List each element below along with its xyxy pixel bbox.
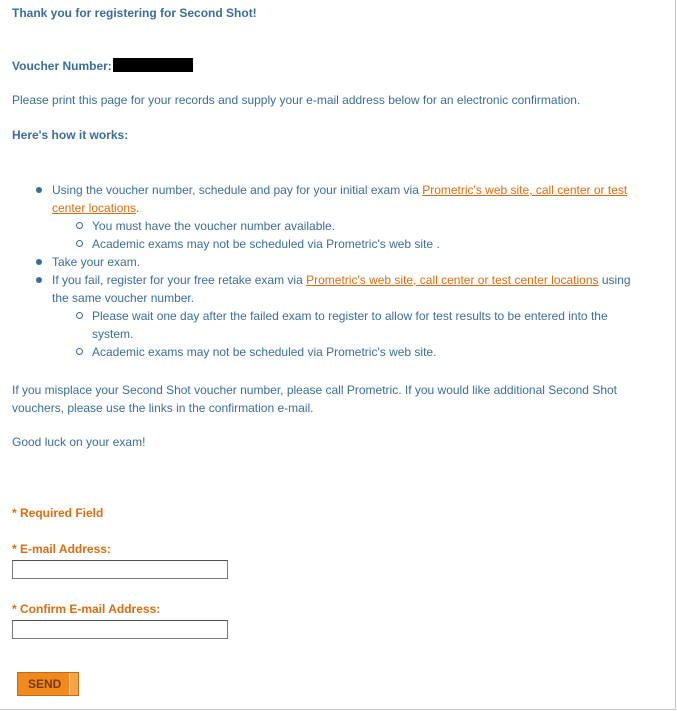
voucher-number xyxy=(12,58,193,73)
step-schedule-text: Using the voucher number, schedule and pay for your initial exam via xyxy=(52,183,423,197)
confirm-email-label: * Confirm E-mail Address: xyxy=(12,602,161,616)
sub-item-academic-note-2: Academic exams may not be scheduled via Prometric's web site. xyxy=(52,343,650,361)
print-instructions: Please print this page for your records and supply your e-mail address below for an electronic confirmation. xyxy=(12,93,581,107)
how-it-works-heading: Here's how it works: xyxy=(12,128,129,142)
sub-item-wait-one-day: Please wait one day after the failed exam to register to allow for test results to be entered into the system. xyxy=(52,307,650,343)
voucher-redacted-value xyxy=(113,58,193,72)
step-retake-sublist xyxy=(52,307,650,361)
prometric-link-retake[interactable]: Prometric's web site, call center or test center locations xyxy=(306,273,599,287)
confirm-email-input[interactable] xyxy=(12,620,228,639)
steps-list xyxy=(0,181,650,361)
sub-item-voucher-available: You must have the voucher number available. xyxy=(52,217,650,235)
step-schedule xyxy=(0,181,650,253)
page-title: Thank you for registering for Second Shot! xyxy=(12,6,257,20)
send-button[interactable]: SEND xyxy=(17,672,79,696)
email-input[interactable] xyxy=(12,560,228,579)
step-schedule-end: . xyxy=(136,201,140,215)
misplace-note: If you misplace your Second Shot voucher number, please call Prometric. If you would like additional Second Shot vouchers, please use the links in the confirmation e-mail. xyxy=(12,383,617,415)
email-label: * E-mail Address: xyxy=(12,542,111,556)
step-retake-end: using the same voucher number. xyxy=(52,273,631,305)
good-luck-text: Good luck on your exam! xyxy=(12,435,146,449)
step-retake xyxy=(0,271,650,361)
prometric-link-schedule[interactable]: Prometric's web site, call center or test center locations xyxy=(52,183,628,215)
voucher-label: Voucher Number: xyxy=(12,59,112,73)
step-schedule-sublist xyxy=(52,217,650,253)
step-retake-text: If you fail, register for your free retake exam via xyxy=(52,273,307,287)
sub-item-academic-note: Academic exams may not be scheduled via Prometric's web site . xyxy=(52,235,650,253)
required-field-note: * Required Field xyxy=(12,506,104,520)
step-take-exam: Take your exam. xyxy=(0,253,650,271)
